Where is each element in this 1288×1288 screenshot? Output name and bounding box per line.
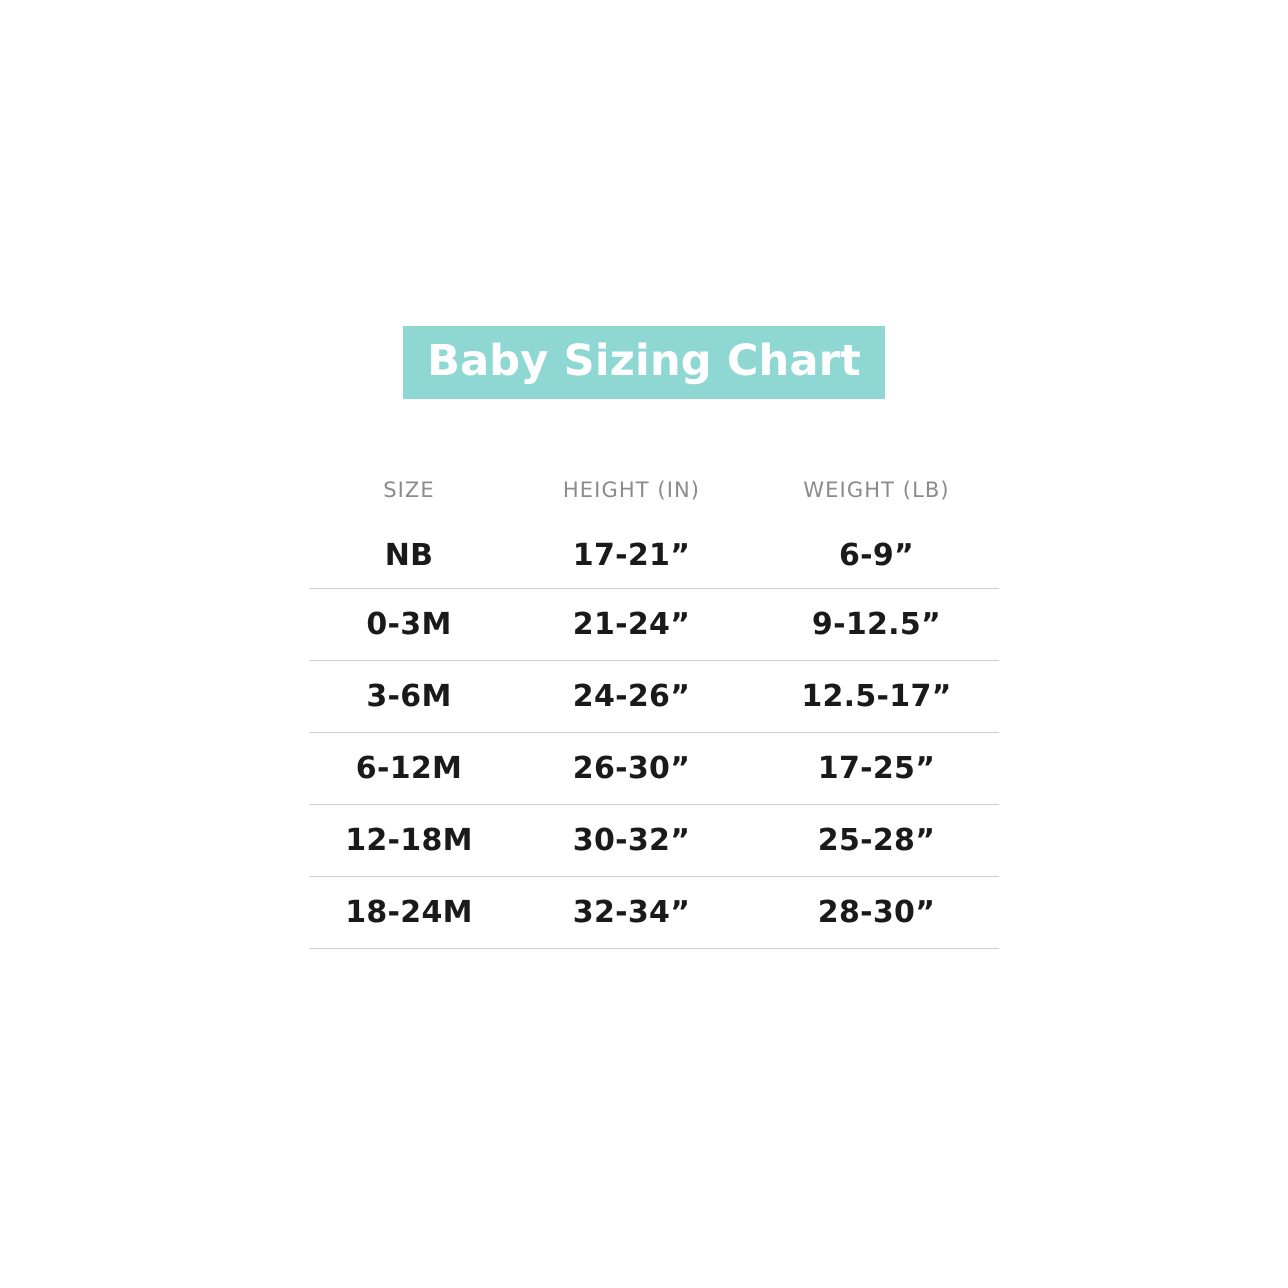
column-header-height: HEIGHT (IN) — [562, 478, 701, 502]
cell-size: 3-6M — [309, 661, 509, 733]
table-row — [309, 733, 999, 805]
table-row — [309, 661, 999, 733]
page-title: Baby Sizing Chart — [403, 326, 885, 399]
column-header-weight: WEIGHT (LB) — [803, 478, 950, 502]
cell-size: NB — [309, 522, 509, 589]
cell-height: 21-24” — [509, 589, 754, 661]
table-row — [309, 805, 999, 877]
cell-height: 30-32” — [509, 805, 754, 877]
table-body — [309, 522, 999, 949]
cell-height: 24-26” — [509, 661, 754, 733]
table-header — [309, 478, 999, 522]
chart-title-container — [0, 326, 1288, 399]
cell-size: 6-12M — [309, 733, 509, 805]
cell-size: 18-24M — [309, 877, 509, 949]
column-header-size: SIZE — [383, 478, 435, 502]
cell-weight: 28-30” — [754, 877, 999, 949]
cell-weight: 9-12.5” — [754, 589, 999, 661]
cell-height: 32-34” — [509, 877, 754, 949]
sizing-table — [309, 478, 999, 949]
cell-height: 17-21” — [509, 522, 754, 589]
table-header-row — [309, 478, 999, 522]
cell-weight: 17-25” — [754, 733, 999, 805]
table-row — [309, 589, 999, 661]
cell-weight: 25-28” — [754, 805, 999, 877]
cell-weight: 6-9” — [754, 522, 999, 589]
table-row — [309, 522, 999, 589]
cell-size: 0-3M — [309, 589, 509, 661]
cell-size: 12-18M — [309, 805, 509, 877]
cell-height: 26-30” — [509, 733, 754, 805]
cell-weight: 12.5-17” — [754, 661, 999, 733]
sizing-table-container — [309, 478, 999, 949]
table-row — [309, 877, 999, 949]
